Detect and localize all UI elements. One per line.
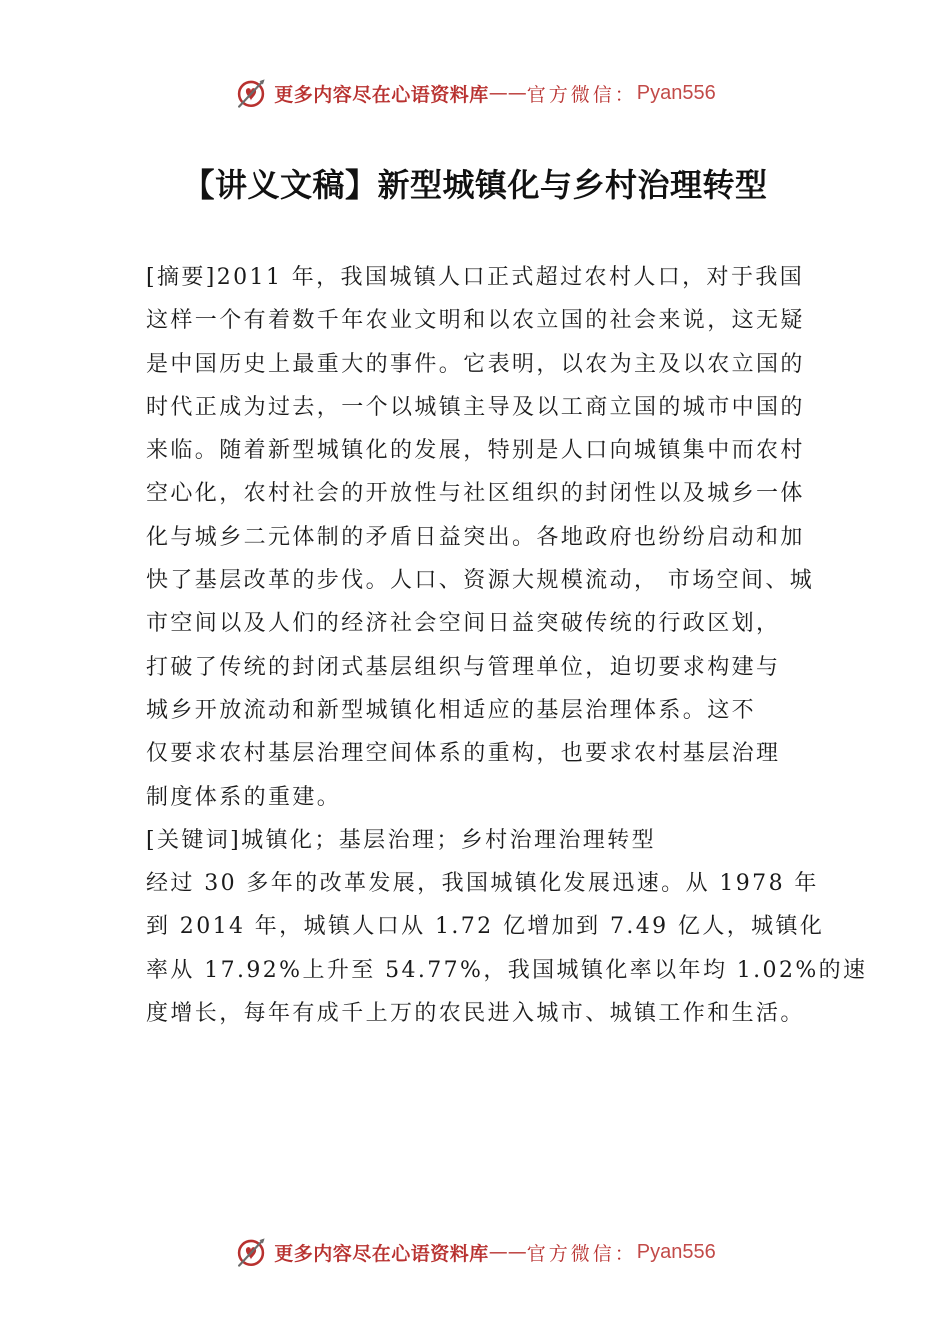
document-title: 【讲义文稿】新型城镇化与乡村治理转型 xyxy=(182,166,768,204)
body-line: 来临。随着新型城镇化的发展，特别是人口向城镇集中而农村 xyxy=(146,438,805,464)
banner-wechat-id: Pyan556 xyxy=(636,81,716,104)
body-line: 时代正成为过去，一个以城镇主导及以工商立国的城市中国的 xyxy=(146,394,805,420)
banner-wechat-id: Pyan556 xyxy=(636,1240,716,1263)
body-line: [摘要]2011 年，我国城镇人口正式超过农村人口，对于我国 xyxy=(146,265,805,290)
footer-banner xyxy=(0,1232,950,1272)
header-banner xyxy=(0,73,950,113)
banner-dash: —— xyxy=(488,1241,527,1263)
body-line: 这样一个有着数千年农业文明和以农立国的社会来说，这无疑 xyxy=(146,308,805,334)
body-line: 空心化，农村社会的开放性与社区组织的封闭性以及城乡一体 xyxy=(146,481,805,507)
body-line: 率从 17.92%上升至 54.77%，我国城镇化率以年均 1.02%的速 xyxy=(146,957,868,983)
document-body xyxy=(146,256,868,1035)
keywords-line: [关键词]城镇化；基层治理；乡村治理治理转型 xyxy=(146,827,656,853)
body-line: 制度体系的重建。 xyxy=(146,784,342,810)
banner-text: 更多内容尽在心语资料库 xyxy=(274,83,489,106)
banner-text: 更多内容尽在心语资料库 xyxy=(274,1242,489,1265)
body-line: 城乡开放流动和新型城镇化相适应的基层治理体系。这不 xyxy=(146,697,757,723)
heart-quill-logo-icon xyxy=(234,76,268,110)
body-line: 经过 30 多年的改革发展，我国城镇化发展迅速。从 1978 年 xyxy=(146,871,819,897)
banner-wechat-label: 官方微信： xyxy=(526,1242,637,1265)
body-line: 打破了传统的封闭式基层组织与管理单位，迫切要求构建与 xyxy=(146,654,781,680)
body-line: 度增长，每年有成千上万的农民进入城市、城镇工作和生活。 xyxy=(146,1001,805,1027)
body-line: 是中国历史上最重大的事件。它表明，以农为主及以农立国的 xyxy=(146,351,805,377)
body-line: 到 2014 年，城镇人口从 1.72 亿增加到 7.49 亿人，城镇化 xyxy=(146,914,825,940)
body-line: 化与城乡二元体制的矛盾日益突出。各地政府也纷纷启动和加 xyxy=(146,524,805,550)
body-line: 市空间以及人们的经济社会空间日益突破传统的行政区划， xyxy=(146,611,781,637)
body-line: 快了基层改革的步伐。人口、资源大规模流动， 市场空间、城 xyxy=(146,568,815,594)
banner-dash: —— xyxy=(488,82,527,104)
banner-wechat-label: 官方微信： xyxy=(526,83,637,106)
heart-quill-logo-icon xyxy=(234,1235,268,1269)
body-line: 仅要求农村基层治理空间体系的重构，也要求农村基层治理 xyxy=(146,741,781,767)
